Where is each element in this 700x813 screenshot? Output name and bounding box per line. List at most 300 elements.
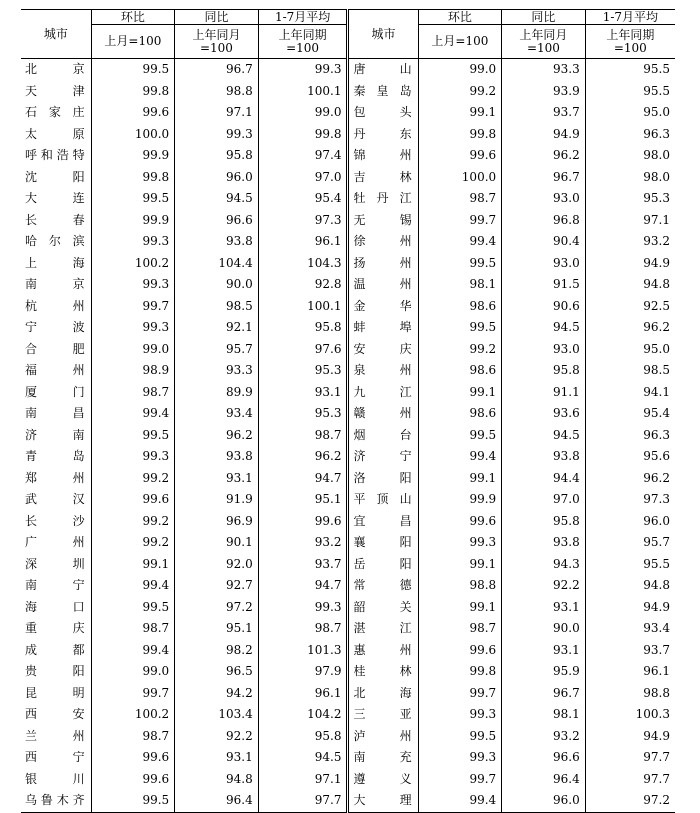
table-row — [21, 446, 675, 468]
avg-value: 94.9 — [585, 597, 675, 619]
yoy-value: 96.6 — [502, 747, 586, 769]
avg-value: 104.2 — [258, 704, 348, 726]
avg-value: 94.9 — [585, 253, 675, 275]
avg-value: 101.3 — [258, 640, 348, 662]
avg-value: 99.8 — [258, 124, 348, 146]
yoy-value: 96.5 — [175, 661, 259, 683]
avg-base-header: 上年同期 =100 — [258, 25, 348, 59]
yoy-value: 93.1 — [502, 640, 586, 662]
yoy-value: 93.8 — [502, 532, 586, 554]
yoy-base-header: 上年同月 =100 — [175, 25, 259, 59]
city-name: 成都 — [25, 642, 85, 657]
city-name: 平顶山 — [348, 489, 418, 511]
avg-value: 95.4 — [585, 403, 675, 425]
yoy-value: 95.8 — [175, 145, 259, 167]
mom-value: 99.4 — [91, 403, 175, 425]
yoy-value: 94.9 — [502, 124, 586, 146]
avg-value: 96.3 — [585, 124, 675, 146]
city-name: 海口 — [25, 599, 85, 614]
yoy-value: 92.2 — [502, 575, 586, 597]
city-name: 太原 — [25, 126, 85, 141]
city-name: 兰州 — [25, 728, 85, 743]
city-name: 石家庄 — [25, 105, 85, 119]
city-name: 吉林 — [348, 167, 418, 189]
city-name: 宜昌 — [348, 511, 418, 533]
mom-value: 99.6 — [91, 769, 175, 791]
mom-value: 98.9 — [91, 360, 175, 382]
city-name: 贵阳 — [25, 664, 85, 678]
city-name: 岳阳 — [348, 554, 418, 576]
mom-value: 99.0 — [91, 661, 175, 683]
mom-value: 99.4 — [418, 446, 502, 468]
city-name: 牡丹江 — [348, 188, 418, 210]
city-name: 桂林 — [348, 661, 418, 683]
table-row — [21, 726, 675, 748]
city-name: 青岛 — [25, 449, 85, 463]
avg-value: 97.1 — [585, 210, 675, 232]
mom-value: 99.6 — [91, 489, 175, 511]
avg-value: 94.1 — [585, 382, 675, 404]
yoy-value: 90.6 — [502, 296, 586, 318]
mom-value: 100.2 — [91, 704, 175, 726]
avg-value: 96.3 — [585, 425, 675, 447]
yoy-base-header: 上年同月 =100 — [502, 25, 586, 59]
city-name: 丹东 — [348, 124, 418, 146]
yoy-value: 98.1 — [502, 704, 586, 726]
table-row — [21, 210, 675, 232]
mom-value: 99.7 — [418, 769, 502, 791]
avg-value: 95.6 — [585, 446, 675, 468]
mom-value: 99.4 — [418, 231, 502, 253]
yoy-value: 96.6 — [175, 210, 259, 232]
mom-value: 99.2 — [91, 511, 175, 533]
avg-value: 97.9 — [258, 661, 348, 683]
yoy-value: 96.4 — [175, 790, 259, 812]
yoy-value: 96.2 — [175, 425, 259, 447]
avg-value: 96.0 — [585, 511, 675, 533]
city-name: 合肥 — [25, 341, 85, 356]
table-row — [21, 253, 675, 275]
mom-base-header: 上月=100 — [418, 25, 502, 59]
mom-value: 99.5 — [418, 425, 502, 447]
avg-value: 97.3 — [585, 489, 675, 511]
table-row — [21, 360, 675, 382]
city-name: 长沙 — [25, 513, 85, 528]
mom-value: 99.5 — [91, 425, 175, 447]
avg-value: 94.9 — [585, 726, 675, 748]
mom-column-header: 环比 — [91, 10, 175, 25]
mom-value: 99.5 — [91, 597, 175, 619]
avg-value: 99.3 — [258, 597, 348, 619]
table-row — [21, 747, 675, 769]
mom-value: 100.0 — [91, 124, 175, 146]
mom-value: 99.4 — [91, 575, 175, 597]
table-row — [21, 489, 675, 511]
avg-value: 99.6 — [258, 511, 348, 533]
city-name: 锦州 — [348, 145, 418, 167]
avg-value: 104.3 — [258, 253, 348, 275]
city-name: 徐州 — [348, 231, 418, 253]
table-row — [21, 102, 675, 124]
mom-value: 99.5 — [418, 726, 502, 748]
avg-value: 95.5 — [585, 81, 675, 103]
avg-value: 97.7 — [585, 747, 675, 769]
yoy-value: 94.8 — [175, 769, 259, 791]
table-row — [21, 167, 675, 189]
table-row — [21, 511, 675, 533]
avg-value: 96.1 — [258, 231, 348, 253]
yoy-value: 91.9 — [175, 489, 259, 511]
yoy-column-header: 同比 — [502, 10, 586, 25]
mom-value: 99.4 — [91, 640, 175, 662]
table-row — [21, 81, 675, 103]
yoy-value: 98.2 — [175, 640, 259, 662]
yoy-value: 94.3 — [502, 554, 586, 576]
yoy-value: 96.7 — [502, 167, 586, 189]
header-row-1 — [21, 10, 675, 25]
mom-value: 99.5 — [91, 188, 175, 210]
table-row — [21, 554, 675, 576]
avg-value: 95.5 — [585, 59, 675, 81]
table-row — [21, 661, 675, 683]
yoy-value: 93.0 — [502, 339, 586, 361]
avg-value: 97.3 — [258, 210, 348, 232]
avg-value: 92.8 — [258, 274, 348, 296]
mom-value: 98.7 — [91, 618, 175, 640]
city-name: 乌鲁木齐 — [21, 790, 91, 812]
avg-value: 95.3 — [258, 360, 348, 382]
mom-value: 99.0 — [418, 59, 502, 81]
yoy-value: 99.3 — [175, 124, 259, 146]
mom-value: 98.1 — [418, 274, 502, 296]
table-row — [21, 382, 675, 404]
yoy-value: 95.8 — [502, 360, 586, 382]
city-name: 唐山 — [348, 59, 418, 81]
mom-value: 99.6 — [418, 640, 502, 662]
yoy-value: 93.3 — [175, 360, 259, 382]
yoy-value: 93.6 — [502, 403, 586, 425]
mom-value: 99.2 — [418, 339, 502, 361]
yoy-value: 90.4 — [502, 231, 586, 253]
mom-value: 99.3 — [91, 231, 175, 253]
table-row — [21, 403, 675, 425]
yoy-value: 93.8 — [502, 446, 586, 468]
yoy-value: 93.1 — [175, 747, 259, 769]
yoy-value: 96.4 — [502, 769, 586, 791]
yoy-value: 95.7 — [175, 339, 259, 361]
avg-value: 93.2 — [585, 231, 675, 253]
mom-value: 100.2 — [91, 253, 175, 275]
yoy-value: 93.2 — [502, 726, 586, 748]
yoy-value: 91.1 — [502, 382, 586, 404]
mom-value: 99.1 — [418, 468, 502, 490]
city-name: 秦皇岛 — [348, 81, 418, 103]
table-row — [21, 532, 675, 554]
yoy-value: 96.9 — [175, 511, 259, 533]
yoy-value: 92.7 — [175, 575, 259, 597]
city-name: 泸州 — [348, 726, 418, 748]
yoy-value: 97.1 — [175, 102, 259, 124]
mom-value: 99.2 — [91, 532, 175, 554]
city-column-header: 城市 — [348, 10, 418, 59]
yoy-value: 96.0 — [502, 790, 586, 812]
yoy-value: 98.8 — [175, 81, 259, 103]
yoy-value: 93.0 — [502, 188, 586, 210]
yoy-value: 93.8 — [175, 231, 259, 253]
yoy-value: 93.0 — [502, 253, 586, 275]
table-row — [21, 468, 675, 490]
avg-value: 96.1 — [258, 683, 348, 705]
avg-column-header: 1-7月平均 — [258, 10, 348, 25]
yoy-value: 90.1 — [175, 532, 259, 554]
table-row — [21, 188, 675, 210]
yoy-value: 94.5 — [502, 425, 586, 447]
table-row — [21, 274, 675, 296]
avg-value: 100.1 — [258, 81, 348, 103]
city-price-index-table — [21, 9, 675, 813]
avg-value: 98.8 — [585, 683, 675, 705]
city-name: 三亚 — [348, 704, 418, 726]
avg-value: 95.0 — [585, 339, 675, 361]
mom-value: 99.7 — [418, 683, 502, 705]
city-name: 武汉 — [25, 492, 85, 506]
city-name: 遵义 — [348, 769, 418, 791]
mom-value: 99.2 — [91, 468, 175, 490]
mom-value: 98.7 — [418, 188, 502, 210]
avg-value: 95.0 — [585, 102, 675, 124]
table-row — [21, 618, 675, 640]
yoy-value: 96.7 — [502, 683, 586, 705]
avg-value: 97.7 — [585, 769, 675, 791]
yoy-value: 92.0 — [175, 554, 259, 576]
mom-value: 99.7 — [91, 683, 175, 705]
table-row — [21, 790, 675, 812]
avg-value: 93.7 — [585, 640, 675, 662]
mom-value: 99.8 — [91, 167, 175, 189]
avg-value: 95.5 — [585, 554, 675, 576]
city-name: 深圳 — [25, 556, 85, 571]
city-name: 呼和浩特 — [25, 148, 85, 162]
yoy-column-header: 同比 — [175, 10, 259, 25]
city-name: 蚌埠 — [348, 317, 418, 339]
mom-value: 98.6 — [418, 360, 502, 382]
avg-value: 95.3 — [585, 188, 675, 210]
city-name: 长春 — [25, 212, 85, 227]
city-name: 包头 — [348, 102, 418, 124]
city-name: 沈阳 — [25, 169, 85, 184]
table-row — [21, 769, 675, 791]
city-name: 北海 — [348, 683, 418, 705]
city-name: 扬州 — [348, 253, 418, 275]
yoy-value: 95.8 — [502, 511, 586, 533]
mom-value: 99.5 — [418, 317, 502, 339]
avg-value: 98.0 — [585, 145, 675, 167]
yoy-value: 96.0 — [175, 167, 259, 189]
avg-value: 94.7 — [258, 468, 348, 490]
table-row — [21, 597, 675, 619]
mom-value: 99.1 — [418, 554, 502, 576]
yoy-value: 98.5 — [175, 296, 259, 318]
table-row — [21, 145, 675, 167]
yoy-value: 92.1 — [175, 317, 259, 339]
city-name: 湛江 — [348, 618, 418, 640]
avg-value: 98.7 — [258, 425, 348, 447]
mom-value: 99.5 — [418, 253, 502, 275]
mom-value: 99.1 — [91, 554, 175, 576]
city-name: 无锡 — [348, 210, 418, 232]
mom-value: 98.7 — [91, 382, 175, 404]
city-name: 韶关 — [348, 597, 418, 619]
mom-value: 99.5 — [91, 790, 175, 812]
avg-value: 97.4 — [258, 145, 348, 167]
avg-value: 97.1 — [258, 769, 348, 791]
yoy-value: 103.4 — [175, 704, 259, 726]
avg-value: 95.1 — [258, 489, 348, 511]
city-name: 西宁 — [25, 750, 85, 764]
avg-value: 93.1 — [258, 382, 348, 404]
avg-value: 96.1 — [585, 661, 675, 683]
mom-value: 99.0 — [91, 339, 175, 361]
avg-base-header: 上年同期 =100 — [585, 25, 675, 59]
table-row — [21, 339, 675, 361]
mom-value: 99.6 — [418, 145, 502, 167]
mom-value: 99.6 — [91, 747, 175, 769]
city-name: 南充 — [348, 747, 418, 769]
city-column-header: 城市 — [21, 10, 91, 59]
mom-value: 98.6 — [418, 403, 502, 425]
table-row — [21, 59, 675, 81]
city-name: 安庆 — [348, 339, 418, 361]
city-name: 福州 — [25, 363, 85, 377]
yoy-value: 93.1 — [175, 468, 259, 490]
yoy-value: 93.4 — [175, 403, 259, 425]
avg-value: 100.1 — [258, 296, 348, 318]
city-name: 杭州 — [25, 298, 85, 313]
city-name: 天津 — [25, 83, 85, 98]
avg-value: 96.2 — [585, 317, 675, 339]
yoy-value: 92.2 — [175, 726, 259, 748]
mom-value: 100.0 — [418, 167, 502, 189]
mom-value: 99.3 — [418, 704, 502, 726]
mom-value: 99.3 — [91, 446, 175, 468]
city-name: 南宁 — [25, 578, 85, 592]
table-row — [21, 640, 675, 662]
avg-value: 94.7 — [258, 575, 348, 597]
table-row — [21, 683, 675, 705]
avg-value: 93.4 — [585, 618, 675, 640]
city-name: 郑州 — [25, 470, 85, 485]
yoy-value: 96.2 — [502, 145, 586, 167]
avg-value: 98.0 — [585, 167, 675, 189]
city-name: 广州 — [25, 535, 85, 549]
yoy-value: 93.1 — [502, 597, 586, 619]
yoy-value: 94.5 — [502, 317, 586, 339]
city-name: 大理 — [348, 790, 418, 812]
yoy-value: 91.5 — [502, 274, 586, 296]
mom-value: 99.8 — [91, 81, 175, 103]
yoy-value: 94.2 — [175, 683, 259, 705]
mom-value: 99.7 — [91, 296, 175, 318]
avg-value: 96.2 — [258, 446, 348, 468]
city-name: 北京 — [25, 62, 85, 76]
city-name: 惠州 — [348, 640, 418, 662]
table-row — [21, 575, 675, 597]
yoy-value: 95.9 — [502, 661, 586, 683]
yoy-value: 94.4 — [502, 468, 586, 490]
city-name: 赣州 — [348, 403, 418, 425]
city-name: 哈尔滨 — [25, 234, 85, 248]
mom-value: 98.7 — [91, 726, 175, 748]
avg-value: 92.5 — [585, 296, 675, 318]
avg-value: 93.7 — [258, 554, 348, 576]
city-name: 宁波 — [25, 320, 85, 334]
avg-value: 94.5 — [258, 747, 348, 769]
avg-value: 94.8 — [585, 274, 675, 296]
yoy-value: 104.4 — [175, 253, 259, 275]
table-row — [21, 425, 675, 447]
avg-value: 95.7 — [585, 532, 675, 554]
mom-value: 98.6 — [418, 296, 502, 318]
mom-value: 99.5 — [91, 59, 175, 81]
yoy-value: 97.2 — [175, 597, 259, 619]
mom-value: 99.1 — [418, 597, 502, 619]
mom-value: 99.1 — [418, 102, 502, 124]
mom-value: 99.8 — [418, 124, 502, 146]
mom-value: 99.3 — [91, 317, 175, 339]
mom-value: 99.4 — [418, 790, 502, 812]
city-name: 襄阳 — [348, 532, 418, 554]
city-name: 南昌 — [25, 406, 85, 420]
yoy-value: 93.3 — [502, 59, 586, 81]
city-name: 济宁 — [348, 446, 418, 468]
yoy-value: 90.0 — [502, 618, 586, 640]
mom-column-header: 环比 — [418, 10, 502, 25]
table-row — [21, 124, 675, 146]
mom-value: 99.9 — [418, 489, 502, 511]
avg-value: 94.8 — [585, 575, 675, 597]
avg-value: 95.4 — [258, 188, 348, 210]
avg-value: 97.7 — [258, 790, 348, 812]
city-name: 南京 — [25, 277, 85, 291]
yoy-value: 93.7 — [502, 102, 586, 124]
mom-value: 98.7 — [418, 618, 502, 640]
city-name: 大连 — [25, 191, 85, 205]
mom-value: 99.9 — [91, 210, 175, 232]
mom-base-header: 上月=100 — [91, 25, 175, 59]
city-name: 温州 — [348, 274, 418, 296]
avg-value: 96.2 — [585, 468, 675, 490]
table-body — [21, 59, 675, 813]
avg-value: 100.3 — [585, 704, 675, 726]
city-name: 洛阳 — [348, 468, 418, 490]
avg-value: 95.8 — [258, 726, 348, 748]
avg-value: 98.5 — [585, 360, 675, 382]
yoy-value: 96.8 — [502, 210, 586, 232]
city-name: 常德 — [348, 575, 418, 597]
city-name: 重庆 — [25, 621, 85, 635]
city-name: 金华 — [348, 296, 418, 318]
mom-value: 99.1 — [418, 382, 502, 404]
avg-value: 97.2 — [585, 790, 675, 812]
avg-value: 99.0 — [258, 102, 348, 124]
mom-value: 99.8 — [418, 661, 502, 683]
city-name: 西安 — [25, 707, 85, 721]
table-row — [21, 317, 675, 339]
yoy-value: 93.9 — [502, 81, 586, 103]
yoy-value: 95.1 — [175, 618, 259, 640]
yoy-value: 97.0 — [502, 489, 586, 511]
mom-value: 99.3 — [418, 747, 502, 769]
